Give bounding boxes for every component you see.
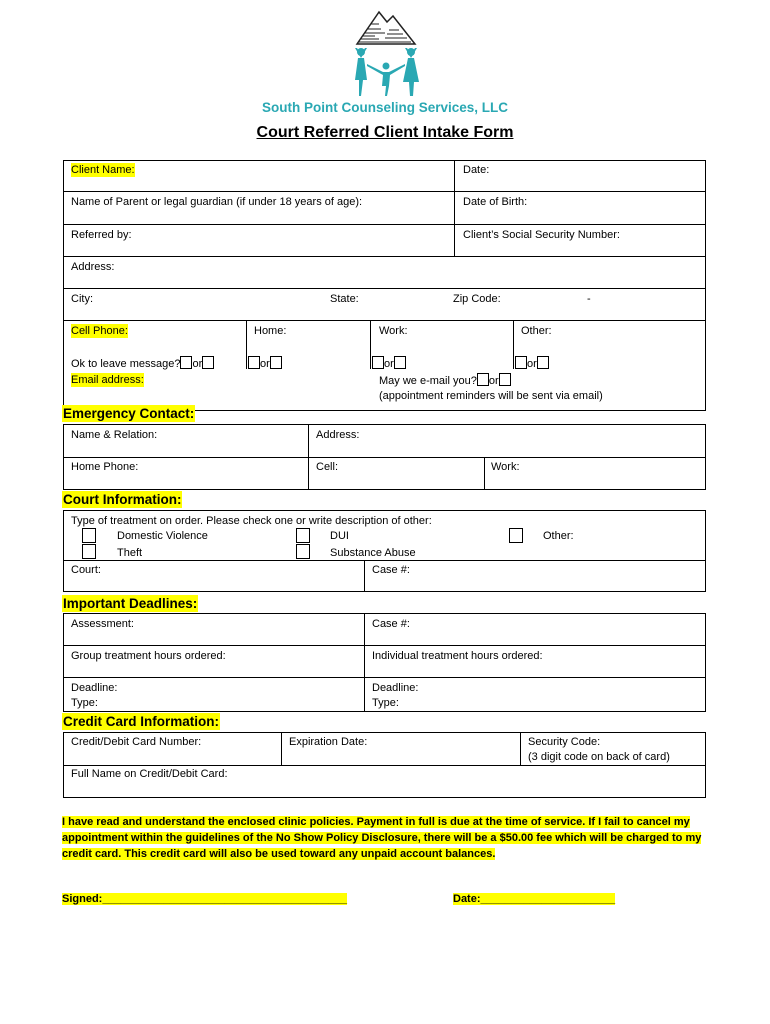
- organization-name: South Point Counseling Services, LLC: [261, 100, 509, 115]
- email-label: Email address:: [71, 374, 144, 386]
- deadline-case-label: Case #:: [372, 618, 410, 630]
- important-deadlines-heading: Important Deadlines:: [63, 596, 198, 611]
- divider: [364, 560, 365, 592]
- other-treatment-label: Other:: [543, 530, 574, 542]
- ssn-label: Client’s Social Security Number:: [463, 229, 620, 241]
- court-label: Court:: [71, 564, 101, 576]
- divider: [513, 320, 514, 369]
- divider: [454, 160, 455, 256]
- dob-label: Date of Birth:: [463, 196, 528, 208]
- zip-label: Zip Code:: [453, 293, 501, 305]
- work-phone-label: Work:: [379, 325, 408, 337]
- signature-date-line[interactable]: Date:______________________: [453, 893, 616, 905]
- divider: [63, 256, 706, 257]
- policy-line-1: I have read and understand the enclosed clinic policies. Payment in full is due at the time of service. If I fail to cancel my: [62, 816, 690, 828]
- may-email-row: [379, 373, 511, 388]
- client-name-label: Client Name:: [71, 164, 135, 176]
- signature-line[interactable]: Signed:________________________________________: [62, 893, 348, 905]
- emergency-work-label: Work:: [491, 461, 520, 473]
- ok-message-label: Ok to leave message?: [71, 358, 181, 370]
- cell-phone-label: Cell Phone:: [71, 325, 128, 337]
- treatment-prompt: Type of treatment on order. Please check one or write description of other:: [71, 515, 432, 527]
- or-label: or: [192, 358, 203, 370]
- or-label: or: [488, 375, 499, 387]
- divider: [63, 765, 706, 766]
- divider: [63, 457, 706, 458]
- address-label: Address:: [71, 261, 115, 273]
- other-phone-label: Other:: [521, 325, 552, 337]
- city-label: City:: [71, 293, 93, 305]
- divider: [364, 613, 365, 712]
- other-treatment-checkbox[interactable]: [509, 528, 523, 543]
- other-message-yes-checkbox[interactable]: [515, 356, 527, 369]
- message-yes-checkbox[interactable]: [180, 356, 192, 369]
- home-phone-label: Home:: [254, 325, 287, 337]
- domestic-violence-checkbox[interactable]: [82, 528, 96, 543]
- referred-by-label: Referred by:: [71, 229, 132, 241]
- other-message-no-checkbox[interactable]: [537, 356, 549, 369]
- ok-message-row-home: [248, 356, 282, 371]
- reminder-note: (appointment reminders will be sent via email): [379, 390, 603, 402]
- expiration-label: Expiration Date:: [289, 736, 368, 748]
- divider: [520, 732, 521, 765]
- divider: [308, 424, 309, 490]
- emergency-home-phone-label: Home Phone:: [71, 461, 139, 473]
- or-label: or: [260, 358, 270, 370]
- divider: [63, 560, 706, 561]
- home-message-no-checkbox[interactable]: [270, 356, 282, 369]
- or-label: or: [527, 358, 537, 370]
- or-label: or: [384, 358, 394, 370]
- divider: [63, 191, 706, 192]
- court-case-label: Case #:: [372, 564, 410, 576]
- organization-logo: [349, 8, 423, 100]
- emergency-contact-heading: Emergency Contact:: [63, 406, 195, 421]
- family-figures-icon: [355, 48, 419, 96]
- ok-message-row-other: [515, 356, 549, 371]
- name-relation-label: Name & Relation:: [71, 429, 158, 441]
- divider: [63, 645, 706, 646]
- theft-checkbox[interactable]: [82, 544, 96, 559]
- policy-line-2: appointment within the guidelines of the No Show Policy Disclosure, there will be a $50.00 fee which will be charged to my: [62, 832, 702, 844]
- card-number-label: Credit/Debit Card Number:: [71, 736, 202, 748]
- ok-message-row-cell: [71, 356, 214, 371]
- policy-line-3: credit card. This credit card will also be used toward any unpaid account balances.: [62, 848, 496, 860]
- home-message-yes-checkbox[interactable]: [248, 356, 260, 369]
- divider: [370, 320, 371, 369]
- mountain-icon: [357, 12, 415, 44]
- divider: [246, 320, 247, 369]
- divider: [63, 288, 706, 289]
- court-information-heading: Court Information:: [63, 492, 182, 507]
- group-deadline-label: Deadline:: [71, 682, 118, 694]
- divider: [484, 457, 485, 490]
- individual-type-label: Type:: [372, 697, 399, 709]
- group-hours-label: Group treatment hours ordered:: [71, 650, 226, 662]
- work-message-no-checkbox[interactable]: [394, 356, 406, 369]
- cardholder-name-label: Full Name on Credit/Debit Card:: [71, 768, 228, 780]
- ok-message-row-work: [372, 356, 406, 371]
- security-code-note: (3 digit code on back of card): [528, 751, 670, 763]
- domestic-violence-label: Domestic Violence: [117, 530, 208, 542]
- may-email-label: May we e-mail you?: [379, 375, 477, 387]
- message-no-checkbox[interactable]: [202, 356, 214, 369]
- date-label: Date:: [463, 164, 490, 176]
- form-title: Court Referred Client Intake Form: [256, 124, 514, 141]
- security-code-label: Security Code:: [528, 736, 601, 748]
- state-label: State:: [330, 293, 359, 305]
- divider: [63, 677, 706, 678]
- guardian-label: Name of Parent or legal guardian (if under 18 years of age):: [71, 196, 363, 208]
- individual-hours-label: Individual treatment hours ordered:: [372, 650, 543, 662]
- substance-abuse-checkbox[interactable]: [296, 544, 310, 559]
- policy-agreement: [62, 814, 712, 862]
- substance-abuse-label: Substance Abuse: [330, 547, 416, 559]
- group-type-label: Type:: [71, 697, 98, 709]
- divider: [63, 320, 706, 321]
- email-yes-checkbox[interactable]: [477, 373, 489, 386]
- assessment-label: Assessment:: [71, 618, 134, 630]
- divider: [63, 224, 706, 225]
- dui-label: DUI: [330, 530, 349, 542]
- dui-checkbox[interactable]: [296, 528, 310, 543]
- email-no-checkbox[interactable]: [499, 373, 511, 386]
- emergency-cell-label: Cell:: [316, 461, 339, 473]
- divider: [281, 732, 282, 765]
- emergency-address-label: Address:: [316, 429, 360, 441]
- work-message-yes-checkbox[interactable]: [372, 356, 384, 369]
- theft-label: Theft: [117, 547, 143, 559]
- zip-dash: -: [587, 293, 591, 305]
- credit-card-heading: Credit Card Information:: [63, 714, 220, 729]
- individual-deadline-label: Deadline:: [372, 682, 419, 694]
